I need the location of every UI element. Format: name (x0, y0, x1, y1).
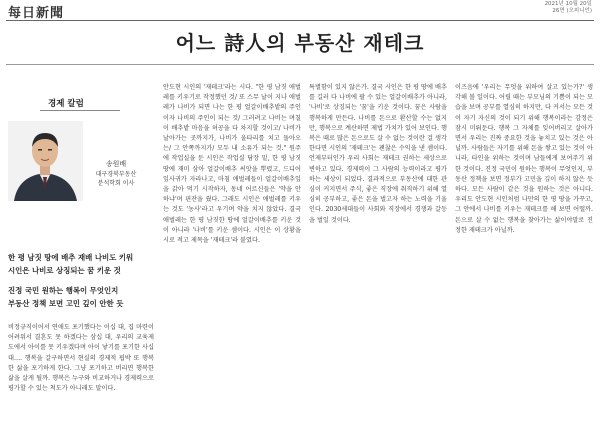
body-column-4 (455, 83, 593, 423)
subheading-1 (8, 252, 154, 277)
subheading-line: 한 평 남짓 땅에 배추 재배 나비도 키워 (8, 253, 134, 262)
paragraph: 이즈음에 '우리는 무엇을 위하여 살고 있는가?' 생각해 볼 일이다. 어릴 때는 부모님의 기쁨이 되는 모습을 보며 공부를 열심히 하지만, 다 커서는 모든 것이 자기 자신의 것이 되기 위해 행복이라는 감정은 잠시 미뤄둔다. 행복 그 자체를 잊어버리고 살아가면서 우리는 진짜 중요한 것을 놓치고 있는 것은 아닐까. 사람들은 자기를 위해 돈을 쌓고 있는 것이 아니라, 타인을 위하는 것이며 남들에게 보여주기 위한 것이다. 진정 국민이 원하는 행복이 무엇인지, 부동산 정책을 보면 정부가 고민을 깊이 하지 않은 듯하다. 모든 사람이 같은 것을 원하는 것은 아니다. 우리도 안도현 시인처럼 나만의 한 평 땅을 가꾸고, 그 안에서 나비를 키우는 재테크를 해 보면 어떨까. 돈으로 살 수 없는 행복을 찾아가는 삶이야말로 진정한 재테크가 아닐까. (455, 84, 593, 234)
subheading-line: 진정 국민 원하는 행복이 무엇인지 (8, 286, 119, 295)
headline-rule (6, 64, 594, 65)
body-column-1 (8, 323, 154, 423)
page-section: 26면 (오피니언) (552, 8, 592, 14)
paragraph: 비정규직이어서 연애도 포기했다는 이십 대, 집 마련이 어려워서 결혼도 못 하겠다는 삼십 대, 우리의 교육제도에서 아이를 못 키우겠다며 아이 낳기를 포기한 사십 대…. 행복을 갈구하면서 현실의 경제적 핍박 또 행복한 삶을 포기하게 한다. 그냥 포기하고 버리면 행복한 삶을 살게 될까. 행복은 누구와 비교하거나 경제력으로 평가할 수 있는 척도가 아니래도 말이다. (8, 324, 154, 393)
author-title-1: 대구경북부동산 (95, 171, 137, 178)
column-label: 경제 칼럼 (48, 99, 84, 109)
author-byline (91, 160, 141, 188)
author-portrait-icon (8, 121, 83, 201)
publication-date: 2021년 10월 20일 (544, 1, 592, 7)
body-column-2 (163, 83, 301, 423)
author-photo (8, 121, 83, 201)
paragraph: 특별함이 있지 않은가. 결국 시인은 한 평 땅에 배추를 길러 다 나비에 팔 수 있는 얼갈이배추가 아니라, '나비'로 상징되는 '꿈'을 키운 것이다. 꿈은 사람을 행복하게 만든다. 나비를 돈으로 환산할 수는 없지만, 행복으로 계산하면 제법 가치가 있어 보인다. 행복은 때로 많은 돈으로도 살 수 없는 것이란 걸 생각한다면 시인의 '재테크'는 괜찮은 수익을 낸 셈이다. 언제부터인가 우리 사회는 재테크 권하는 세상으로 변하고 있다. 경제력이 그 사람의 능력이라고 평가하는 세상이 되었다. 결과적으로 부동산에 대한 관심이 커지면서 주식, 좋은 직장에 취직하기 위해 열심히 공부하고, 좋은 돈을 벌고자 하는 노력을 기울인다. 2030세대들이 사회와 직장에서 경쟁과 갈등을 벌일 것이다. (309, 84, 447, 224)
subheading-2 (8, 285, 154, 310)
top-rule (6, 20, 594, 21)
newspaper-masthead: 每日新聞 (8, 6, 65, 21)
subheading-line: 시인은 나비로 상징되는 꿈 키운 것 (8, 265, 121, 275)
author-title-2: 분석학회 이사 (97, 180, 135, 187)
paragraph: 안도현 시인의 '재테크'라는 시다. "한 평 남짓 애벌레를 키우기로 작정했던 것/ 또 스무 날이 지나 애벌레가 나비가 되면 나는 한 평 얼갈이배추밭의 주인이자 나비의 주인이 되는 것/ 그러려고 나비는 며칠이 배추밭 마음을 허공을 다 차지할 것이고/ 나비가 날아가는 곳까지가, 나비가 울타리를 치고 돌아오는/ 그 안쪽까지가/ 모두 내 소유가 되는 것." 원주에 작업실을 둔 시인은 작업실 담장 밑, 한 평 남짓 땅에 재미 삼아 얼갈이배추 씨앗을 뿌렸고, 드디어 잎사귀가 자라나고, 마침 애벌레들이 얼갈이배추잎을 갉아 먹기 시작하자, 동네 어르신들은 '약을 안 하냐'며 핀잔을 줬다. 그래도 시인은 애벌레를 키우는 것도 '농사'라고 우기며 약을 치지 않았다. 결국 애벌레는 한 평 남짓한 땅에 얼갈이배추를 키운 것이 아니라 '나비'를 키운 셈이다. 시인은 이 상황을 시로 적고 제목을 '재테크'라 붙였다. (163, 84, 301, 245)
author-name: 송원배 (105, 160, 127, 168)
body-column-3 (309, 83, 447, 423)
dateline (545, 1, 592, 15)
subheading-line: 부동산 정책 보면 고민 깊이 안한 듯 (8, 298, 124, 308)
label-rule (40, 110, 120, 111)
article-headline: 어느 詩人의 부동산 재테크 (175, 31, 425, 55)
